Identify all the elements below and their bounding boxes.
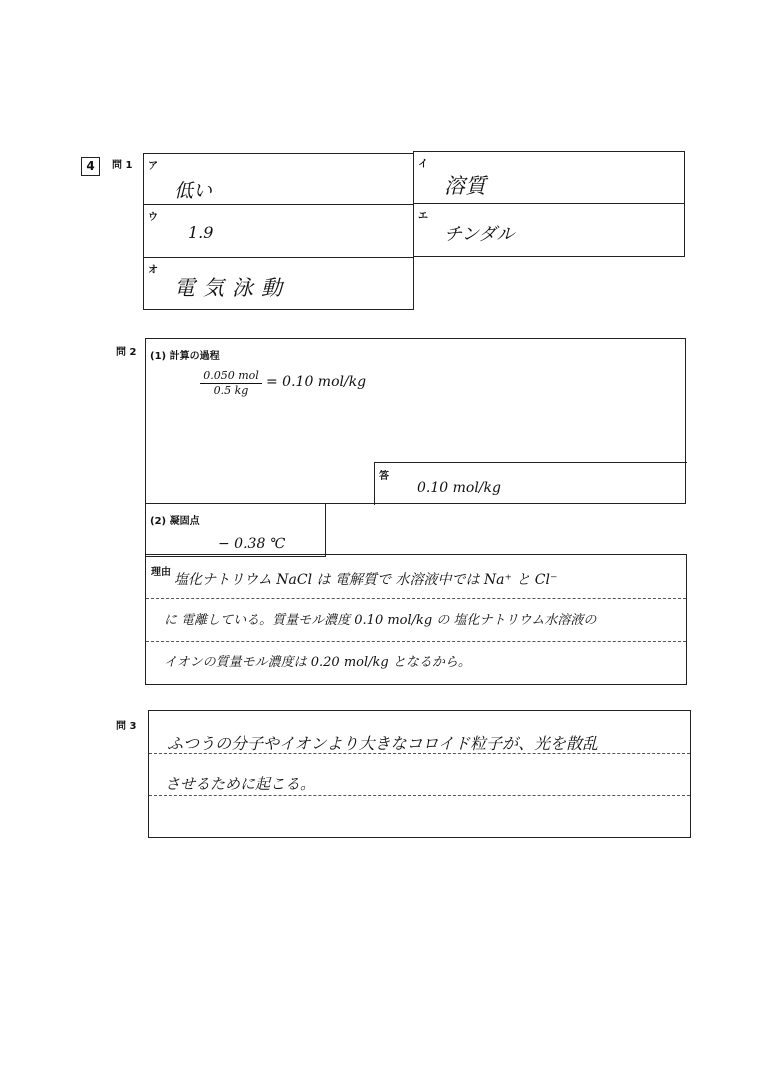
- q2-reason-box: [145, 554, 687, 685]
- section-number-box: [81, 157, 100, 176]
- q1-box-u: [143, 204, 414, 258]
- q1-u-label: ウ: [148, 212, 158, 223]
- q1-a-label: ア: [148, 161, 158, 172]
- q1-e-label: エ: [418, 211, 428, 222]
- q1-e-answer: チンダル: [444, 224, 515, 245]
- q2-part1-answer-box: [374, 462, 687, 505]
- q3-line2: させるために起こる。: [165, 775, 316, 793]
- q2-reason-line3: イオンの質量モル濃度は 0.20 mol/kg となるから。: [164, 655, 471, 670]
- q2-fraction: [200, 369, 262, 397]
- q2-part1-box: [145, 338, 686, 504]
- q2-frac-denominator: 0.5 kg: [213, 384, 249, 397]
- q2-reason-rule2: [146, 641, 686, 642]
- q2-part1-answer: 0.10 mol/kg: [417, 480, 501, 496]
- q1-box-o: [143, 257, 414, 310]
- q1-label: 問 1: [112, 160, 133, 171]
- q2-label: 問 2: [116, 347, 137, 358]
- q3-rule1: [149, 753, 690, 754]
- q2-part2-box: [145, 503, 326, 557]
- q1-box-e: [413, 203, 685, 257]
- q2-frac-numerator: 0.050 mol: [200, 369, 262, 384]
- q1-box-i: [413, 151, 685, 204]
- q2-part1-answer-label: 答: [379, 471, 389, 482]
- q2-reason-line1: 塩化ナトリウム NaCl は 電解質で 水溶液中では Na⁺ と Cl⁻: [174, 572, 558, 588]
- q3-box: [148, 710, 691, 838]
- q1-o-answer: 電気泳動: [174, 276, 290, 300]
- q1-a-answer: 低い: [174, 180, 213, 202]
- q2-part2-answer: − 0.38 ℃: [218, 536, 286, 552]
- q2-reason-rule1: [146, 598, 686, 599]
- q2-reason-line2: に 電離している。質量モル濃度 0.10 mol/kg の 塩化ナトリウム水溶液の: [164, 613, 597, 628]
- q3-line1: ふつうの分子やイオンより大きなコロイド粒子が、光を散乱: [167, 734, 599, 753]
- q1-i-answer: 溶質: [444, 174, 486, 198]
- q1-o-label: オ: [148, 265, 158, 276]
- q1-i-label: イ: [418, 159, 428, 170]
- q1-box-a: [143, 153, 414, 205]
- q2-frac-result: = 0.10 mol/kg: [266, 374, 367, 390]
- section-number: 4: [86, 159, 95, 173]
- q3-label: 問 3: [116, 721, 137, 732]
- q2-reason-label: 理由: [151, 567, 171, 578]
- q2-part2-label: (2) 凝固点: [150, 516, 200, 527]
- q2-part1-label: (1) 計算の過程: [150, 351, 220, 362]
- q3-rule2: [149, 795, 690, 796]
- q1-u-answer: 1.9: [188, 223, 214, 242]
